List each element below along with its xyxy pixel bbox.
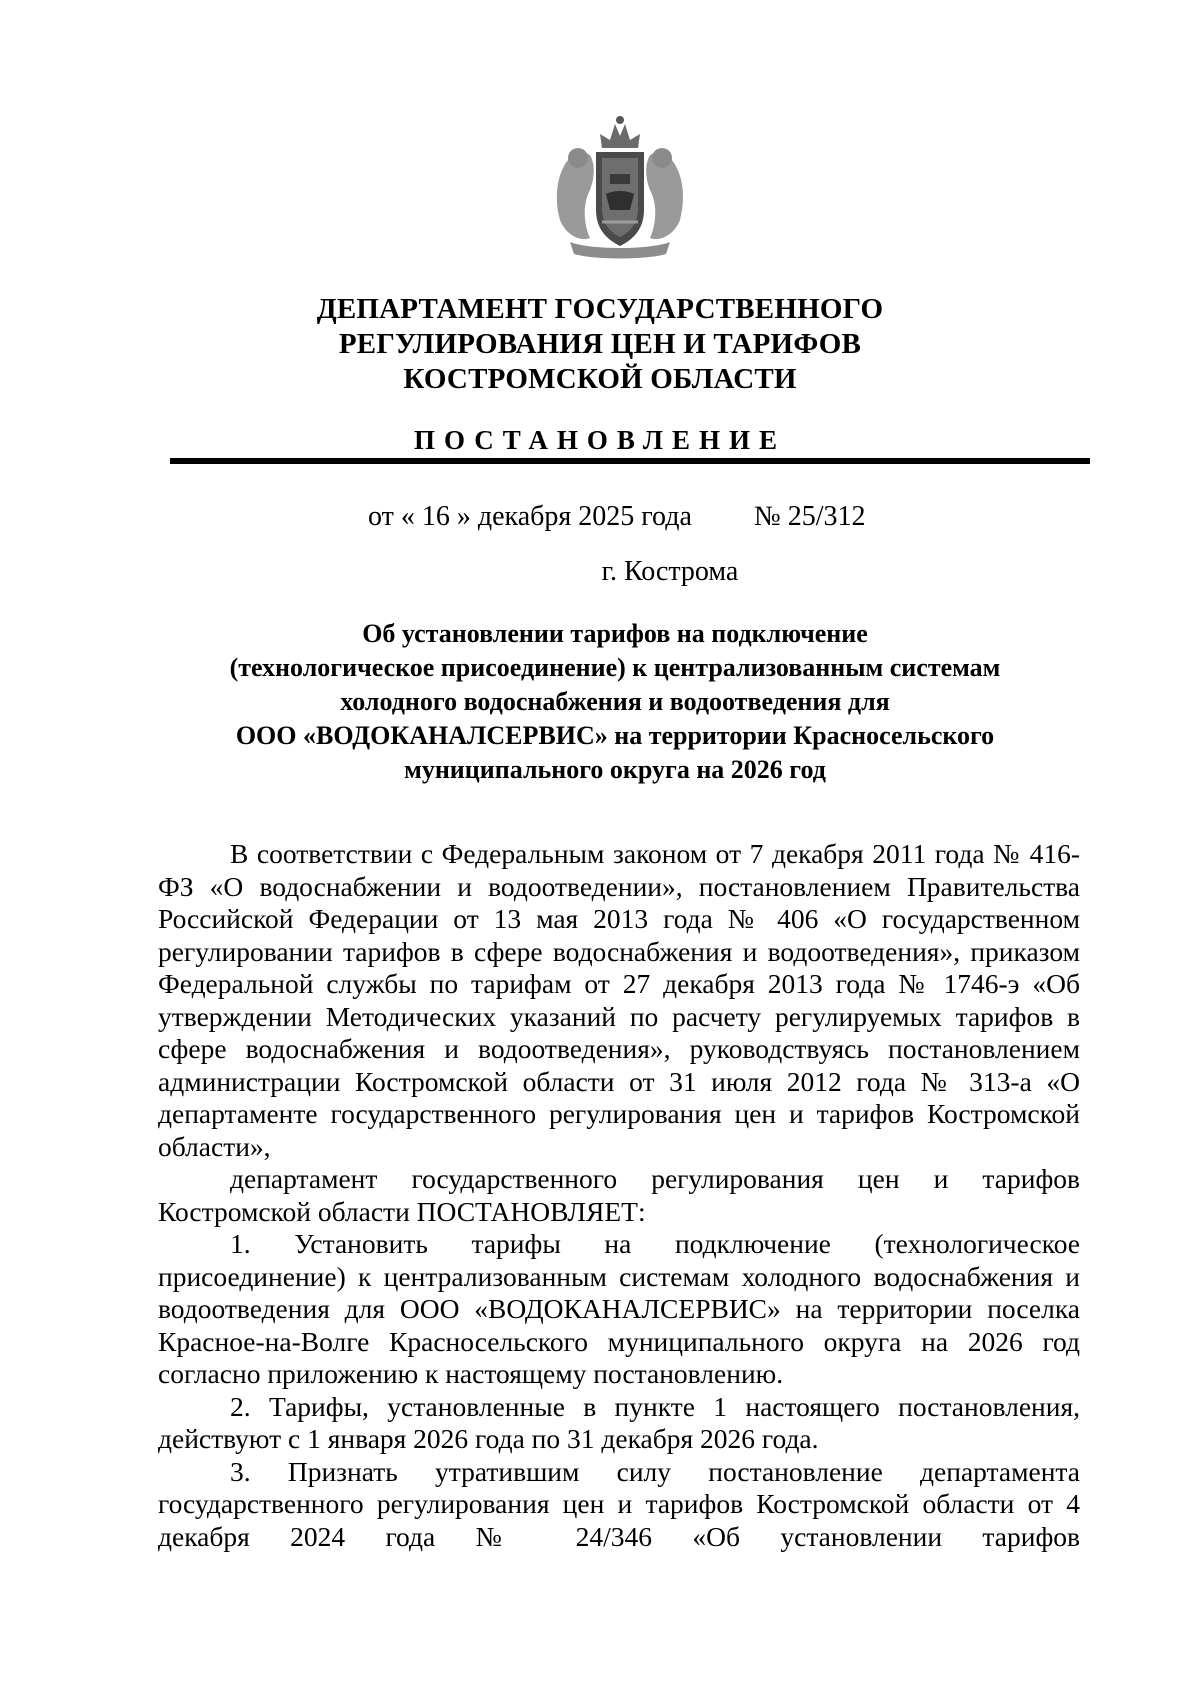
document-title (150, 617, 1080, 787)
department-line-2: РЕГУЛИРОВАНИЯ ЦЕН И ТАРИФОВ (338, 328, 862, 360)
title-line-2: (технологическое присоединение) к централизованным системам (229, 653, 1001, 682)
department-line-3: КОСТРОМСКОЙ ОБЛАСТИ (403, 363, 797, 395)
paragraph-item-3: 3. Признать утратившим силу постановление департамента государственного регулирования цен и тарифов Костромской области от 4 декабря 2024 года № 24/346 «Об установлении тарифов (158, 1455, 1080, 1552)
title-line-4: ООО «ВОДОКАНАЛСЕРВИС» на территории Красносельского (235, 721, 995, 750)
document-body (158, 838, 1080, 1553)
department-name (100, 292, 1100, 397)
coat-of-arms-icon (540, 110, 700, 260)
document-number: № 25/312 (754, 501, 866, 532)
paragraph-item-1: 1. Установить тарифы на подключение (технологическое присоединение) к централизованным системам холодного водоснабжения и водоотведения для ООО «ВОДОКАНАЛСЕРВИС» на территории поселка Красное-на-Волге Красносельского муниципального округа на 2026 год согласно приложению к настоящему постановлению. (158, 1228, 1080, 1389)
paragraph-item-2: 2. Тарифы, установленные в пункте 1 настоящего постановления, действуют с 1 января 2026 года по 31 декабря 2026 года. (158, 1390, 1080, 1454)
title-line-3: холодного водоснабжения и водоотведения для (340, 687, 890, 716)
heading-divider (170, 458, 1090, 464)
document-type-heading: ПОСТАНОВЛЕНИЕ (413, 425, 787, 455)
department-line-1: ДЕПАРТАМЕНТ ГОСУДАРСТВЕННОГО (316, 293, 884, 325)
title-line-5: муниципального округа на 2026 год (404, 755, 826, 784)
document-city: г. Кострома (601, 556, 739, 587)
paragraph-resolves: департамент государственного регулирования цен и тарифов Костромской области ПОСТАНОВЛЯЕТ: (158, 1163, 1080, 1227)
paragraph-preamble: В соответствии с Федеральным законом от 7 декабря 2011 года № 416-ФЗ «О водоснабжении и водоотведении», постановлением Правительства Российской Федерации от 13 мая 2013 года № 406 «О государственном регулировании тарифов в сфере водоснабжения и водоотведения», приказом Федеральной службы по тарифам от 27 декабря 2013 года № 1746-э «Об утверждении Методических указаний по расчету регулируемых тарифов в сфере водоснабжения и водоотведения», руководствуясь постановлением администрации Костромской области от 31 июля 2012 года № 313-а «О департаменте государственного регулирования цен и тарифов Костромской области», (158, 838, 1080, 1162)
document-date: от « 16 » декабря 2025 года (368, 501, 692, 532)
title-line-1: Об установлении тарифов на подключение (362, 619, 868, 648)
